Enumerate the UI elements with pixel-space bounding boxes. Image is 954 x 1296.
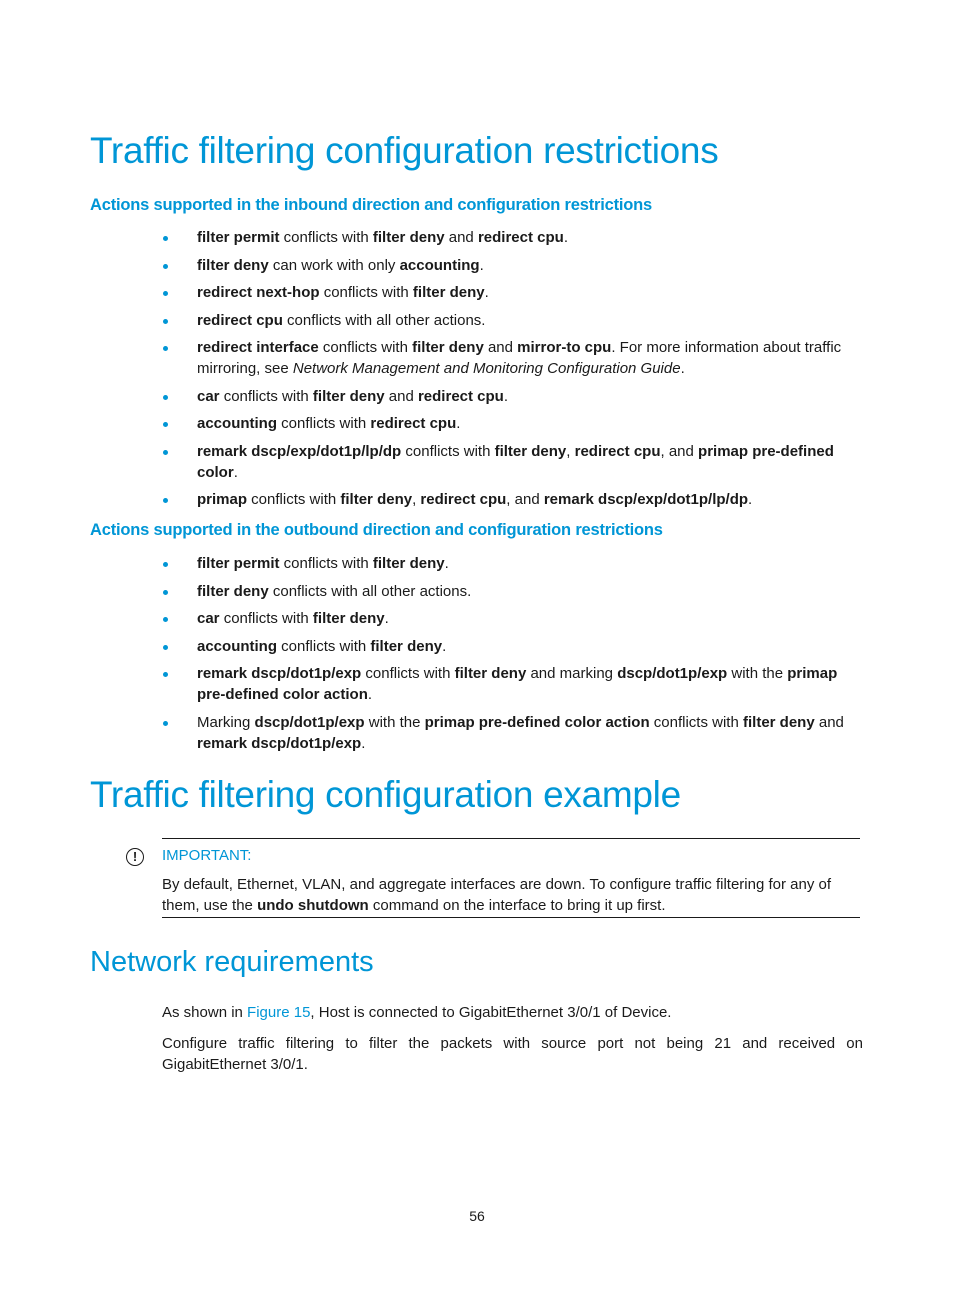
keyword: redirect cpu [574,442,661,460]
doc-title: Network Management and Monitoring Configuration Guide [292,360,681,377]
text: , and [660,442,699,460]
keyword: primap pre-defined color action [424,713,650,731]
keyword: redirect cpu [370,415,457,432]
note-text-before: By default, Ethernet, VLAN, and aggregate interfaces are down. To configure traffic filtering for any of them, use the [162,876,832,914]
list-item [0,636,863,657]
text: conflicts with [361,665,455,682]
note-text-after: command on the interface to bring it up first. [368,897,666,914]
bullet-icon [163,291,168,296]
keyword: remark dscp/exp/dot1p/lp/dp [543,491,749,508]
p1-text-after: , Host is connected to GigabitEthernet 3/0/1 of Device. [310,1004,672,1021]
text: conflicts with all other actions. [268,582,472,600]
keyword: filter permit [197,555,280,572]
list-item [0,581,863,602]
text: conflicts with [279,229,373,246]
bullet-icon [163,236,168,241]
keyword: remark dscp/dot1p/exp [197,665,362,682]
text: . [233,463,238,481]
keyword: primap [197,491,248,508]
keyword: accounting [197,637,278,655]
text: and [384,387,418,405]
list-item [0,386,863,407]
inbound-heading: Actions supported in the inbound direction and configuration restrictions [90,196,652,214]
text: and [483,339,518,356]
list-item [0,282,863,303]
keyword: filter deny [197,582,269,600]
text: . [456,415,461,432]
keyword: filter deny [372,229,445,246]
note-label: IMPORTANT: [162,847,252,864]
text: conflicts with [319,284,413,301]
text: . [384,610,389,627]
text: . [680,360,685,377]
p1-text-before: As shown in [162,1004,248,1021]
text: conflicts with [649,713,743,731]
text: conflicts with all other actions. [282,311,486,329]
keyword: redirect cpu [197,311,283,329]
keyword: car [197,387,220,405]
keyword: filter deny [340,491,413,508]
text: , [566,442,575,460]
keyword: filter deny [412,339,484,356]
keyword: filter deny [494,442,567,460]
list-item [0,489,863,510]
bullet-icon [163,319,168,324]
important-note [162,838,860,918]
outbound-restrictions-list [0,553,954,760]
list-item [0,608,863,629]
keyword: filter deny [197,256,269,274]
text: conflicts with [277,637,371,655]
bullet-icon [163,562,168,567]
text: and [814,713,844,731]
section-title-restrictions: Traffic filtering configuration restrictions [90,130,719,171]
text: , [412,491,421,508]
keyword: filter deny [370,637,443,655]
keyword: redirect next-hop [197,284,320,301]
page-number: 56 [469,1208,485,1224]
list-item [0,553,863,574]
keyword: filter permit [197,229,280,246]
keyword: mirror-to cpu [517,339,612,356]
bullet-icon [163,617,168,622]
text: . [361,734,366,752]
paragraph-requirement: Configure traffic filtering to filter the packets with source port not being 21 and received on GigabitEthernet 3/0/1. [162,1035,863,1073]
text: conflicts with [318,339,413,356]
text: . For more information about traffic mirroring, see [197,339,842,377]
text: . [748,491,753,508]
keyword: dscp/dot1p/exp [617,665,728,682]
keyword: redirect cpu [420,491,507,508]
text: and [444,229,478,246]
bullet-icon [163,721,168,726]
text: Marking [197,713,255,731]
keyword: filter deny [454,665,527,682]
keyword: remark dscp/dot1p/exp [197,734,362,752]
text: . [444,555,449,572]
keyword: redirect interface [197,339,319,356]
section-title-network-requirements: Network requirements [90,946,374,978]
note-text [162,874,860,916]
text: conflicts with [219,387,313,405]
text: . [484,284,489,301]
list-item [0,712,863,754]
keyword: remark dscp/exp/dot1p/lp/dp [197,442,402,460]
text: . [367,686,373,703]
bullet-icon [163,672,168,677]
text: conflicts with [247,491,341,508]
text: conflicts with [279,555,373,572]
text: . [503,387,509,405]
text: . [442,637,447,655]
keyword: accounting [399,256,480,274]
keyword: accounting [197,415,278,432]
text: , and [506,491,544,508]
bullet-icon [163,395,168,400]
list-item [0,337,863,379]
keyword: redirect cpu [477,229,564,246]
list-item [0,255,863,276]
text: with the [364,713,425,731]
text: . [563,229,568,246]
bullet-icon [163,590,168,595]
list-item [0,310,863,331]
bullet-icon [163,450,168,455]
keyword: filter deny [312,610,385,627]
keyword: car [197,610,220,627]
bullet-icon [163,346,168,351]
keyword: primap pre-defined color [197,442,834,481]
note-command: undo shutdown [257,897,369,914]
keyword: filter deny [743,713,815,731]
bullet-icon [163,264,168,269]
keyword: primap pre-defined color action [197,665,838,703]
text: and marking [526,665,618,682]
important-icon: ! [126,848,144,866]
list-item [0,663,863,705]
section-title-example: Traffic filtering configuration example [90,774,681,815]
text: conflicts with [219,610,313,627]
text: with the [727,665,788,682]
keyword: filter deny [372,555,445,572]
paragraph-topology [162,1002,863,1023]
list-item [0,227,863,248]
bullet-icon [163,498,168,503]
bullet-icon [163,645,168,650]
bullet-icon [163,422,168,427]
inbound-restrictions-list [0,227,954,517]
keyword: filter deny [412,284,485,301]
text: conflicts with [277,415,371,432]
text: . [479,256,484,274]
list-item [0,441,863,483]
text: conflicts with [401,442,495,460]
outbound-heading: Actions supported in the outbound direction and configuration restrictions [90,521,663,539]
text: can work with only [268,256,400,274]
keyword: dscp/dot1p/exp [254,713,365,731]
keyword: filter deny [312,387,385,405]
list-item [0,413,863,434]
keyword: redirect cpu [417,387,504,405]
figure-15-link[interactable]: Figure 15 [247,1004,311,1021]
